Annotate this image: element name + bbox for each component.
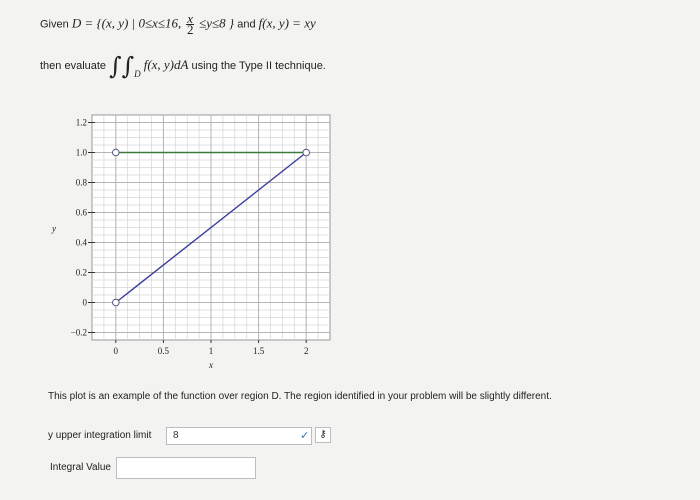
domain-definition-rhs: ≤y≤8 } (199, 15, 235, 31)
y-tick-label: 0.4 (75, 237, 87, 248)
y-tick-label: 0.6 (75, 207, 87, 218)
key-icon[interactable]: ⚷ (315, 427, 331, 443)
question-line-given (40, 11, 316, 37)
fraction-numerator: x (187, 11, 194, 26)
domain-fraction (186, 11, 194, 37)
endpoint-marker (303, 149, 310, 156)
x-tick-label: 0 (113, 346, 119, 356)
double-integral-symbol: ∫∫ (109, 52, 135, 80)
integrand: f(x, y)dA (143, 56, 189, 72)
y-tick-label: −0.2 (70, 327, 87, 338)
question-line-evaluate (40, 52, 326, 80)
endpoint-marker (113, 299, 120, 306)
y-axis-label: y (52, 223, 56, 234)
integral-subscript: D (134, 68, 141, 79)
function-definition: f(x, y) = xy (258, 15, 316, 31)
and-word: and (237, 18, 256, 31)
y-tick-label: 0 (82, 297, 87, 308)
given-word: Given (40, 18, 69, 31)
upper-limit-input[interactable]: 8 (166, 427, 312, 445)
region-plot (40, 105, 360, 375)
checkmark-icon: ✓ (300, 430, 310, 442)
x-tick-label: 2 (303, 346, 309, 356)
x-tick-label: 1.5 (252, 346, 265, 356)
y-tick-label: 1.2 (75, 117, 87, 128)
plot-note: This plot is an example of the function over region D. The region identified in your problem will be slightly different. (48, 391, 552, 402)
x-axis-label: x (209, 360, 213, 370)
fraction-denominator: 2 (186, 22, 194, 37)
x-tick-label: 0.5 (157, 346, 170, 356)
integral-value-label: Integral Value (50, 462, 111, 473)
endpoint-marker (113, 149, 120, 156)
y-tick-label: 0.8 (75, 177, 87, 188)
domain-definition-lhs: D = {(x, y) | 0≤x≤16, (71, 15, 182, 31)
y-tick-label: 0.2 (75, 267, 87, 278)
integral-value-input[interactable] (116, 457, 256, 479)
x-tick-label: 1 (208, 346, 214, 356)
technique-text: using the Type II technique. (191, 59, 326, 72)
upper-limit-label: y upper integration limit (48, 430, 152, 441)
then-evaluate-text: then evaluate (40, 59, 107, 72)
y-tick-label: 1.0 (75, 147, 87, 158)
